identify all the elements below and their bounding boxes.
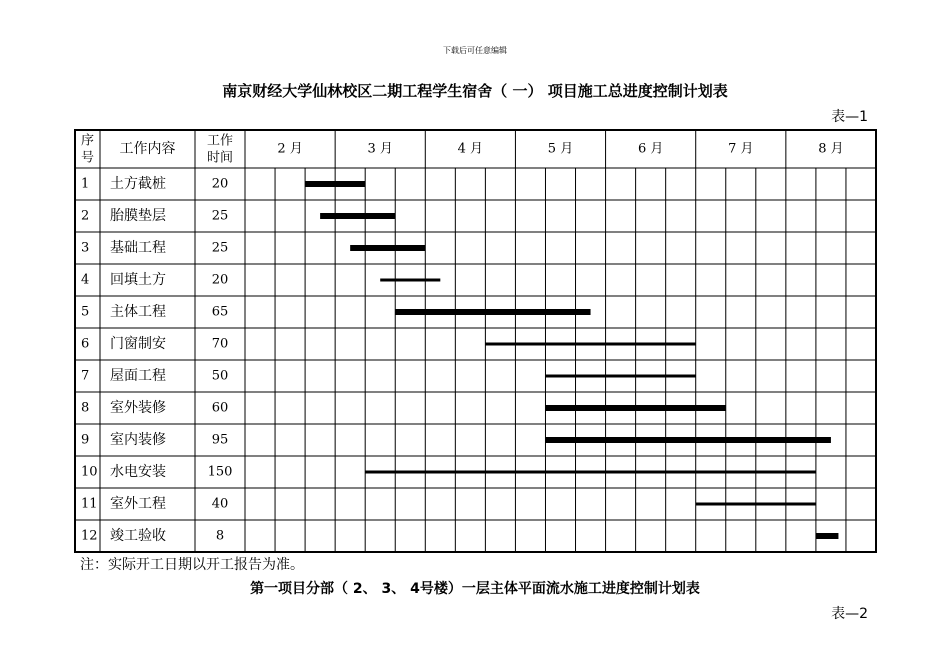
gantt-bar: [395, 309, 590, 315]
work-item: 土方截桩: [110, 176, 166, 192]
work-item: 主体工程: [110, 304, 166, 320]
work-duration: 65: [211, 304, 229, 320]
gantt-bar: [350, 245, 425, 251]
month-label: 8 月: [818, 141, 844, 157]
month-label: 7 月: [728, 141, 754, 157]
month-label: 6 月: [637, 141, 664, 157]
row-number: 3: [81, 240, 90, 256]
gantt-bar: [365, 471, 816, 474]
gantt-bar: [696, 503, 816, 506]
work-duration: 60: [211, 400, 229, 416]
header-seq: 序: [80, 133, 95, 149]
gantt-bar: [485, 343, 695, 346]
work-duration: 95: [211, 432, 229, 448]
header-work: 工作内容: [119, 141, 176, 157]
row-number: 8: [81, 400, 90, 416]
gantt-bar: [545, 437, 830, 443]
work-duration: 50: [211, 368, 229, 384]
work-duration: 20: [211, 176, 229, 192]
work-duration: 25: [211, 240, 229, 256]
work-duration: 20: [211, 272, 229, 288]
work-item: 竣工验收: [110, 528, 166, 544]
gantt-bar: [545, 375, 695, 378]
page-title: 南京财经大学仙林校区二期工程学生宿舍（ 一） 项目施工总进度控制计划表: [222, 82, 728, 100]
table-tag-2: 表—2: [831, 606, 868, 622]
row-number: 4: [81, 272, 90, 288]
header-duration: 工作: [206, 133, 234, 149]
work-duration: 8: [215, 528, 225, 544]
work-item: 门窗制安: [110, 336, 166, 352]
work-item: 屋面工程: [110, 368, 166, 384]
gantt-bar: [816, 533, 839, 539]
month-label: 4 月: [457, 141, 484, 157]
work-item: 基础工程: [110, 240, 166, 256]
work-item: 室外装修: [110, 400, 166, 416]
row-number: 12: [81, 528, 98, 544]
row-number: 9: [81, 432, 90, 448]
work-duration: 70: [211, 336, 229, 352]
gantt-bar: [305, 181, 365, 187]
header-duration: 时间: [206, 150, 234, 166]
row-number: 6: [81, 336, 90, 352]
month-label: 5 月: [547, 141, 574, 157]
work-item: 室外工程: [110, 496, 166, 512]
row-number: 7: [81, 368, 90, 384]
row-number: 5: [81, 304, 90, 320]
gantt-bar: [320, 213, 395, 219]
work-duration: 25: [211, 208, 229, 224]
row-number: 11: [81, 496, 98, 512]
second-title: 第一项目分部（ 2、 3、 4号楼）一层主体平面流水施工进度控制计划表: [250, 581, 700, 597]
row-number: 1: [81, 176, 90, 192]
work-item: 室内装修: [110, 432, 166, 448]
work-duration: 150: [207, 464, 233, 480]
gantt-bar: [380, 279, 440, 282]
header-seq: 号: [80, 150, 95, 166]
month-label: 2 月: [277, 141, 303, 157]
row-number: 10: [81, 464, 98, 480]
work-item: 回填土方: [110, 272, 166, 288]
work-item: 水电安装: [110, 464, 166, 480]
month-label: 3 月: [367, 141, 393, 157]
work-duration: 40: [211, 496, 229, 512]
header-note: 下载后可任意编辑: [443, 46, 507, 55]
footnote: 注：实际开工日期以开工报告为准。: [80, 557, 304, 573]
gantt-bar: [545, 405, 725, 411]
work-item: 胎膜垫层: [110, 208, 166, 224]
row-number: 2: [81, 208, 90, 224]
table-tag: 表—1: [831, 109, 868, 125]
